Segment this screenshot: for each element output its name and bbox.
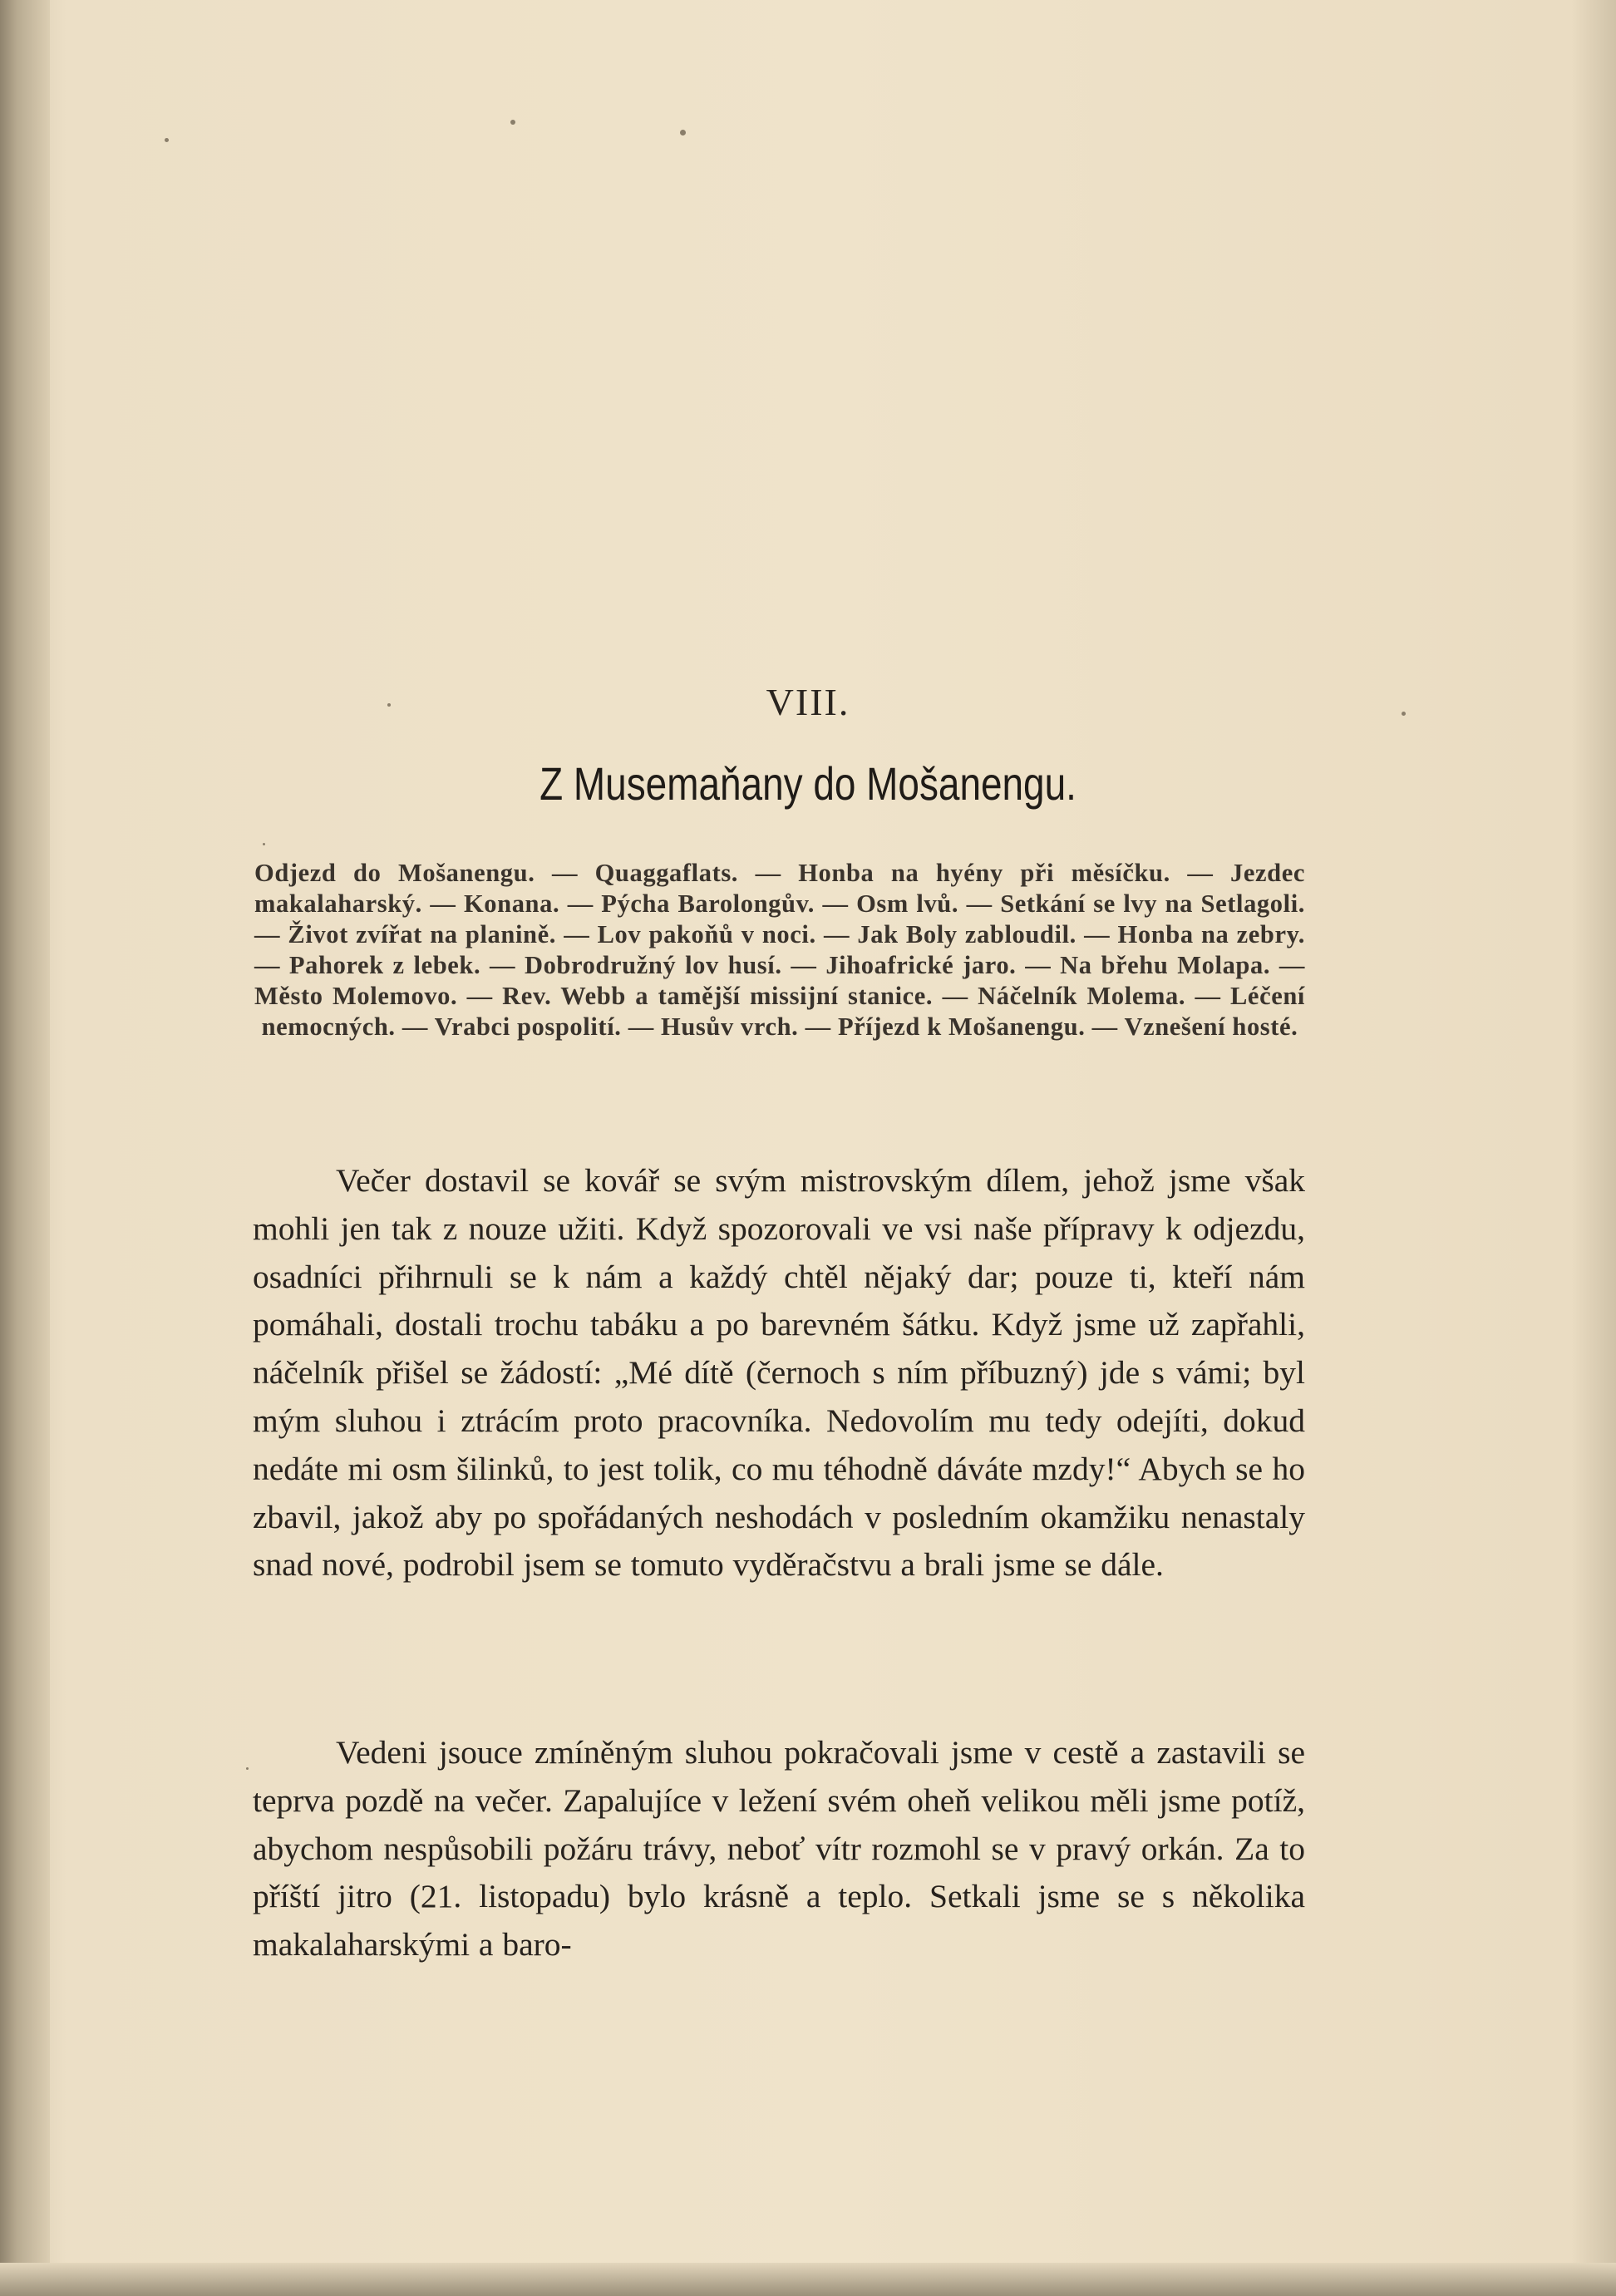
chapter-title: Z Musemaňany do Mošanengu. — [539, 757, 1077, 810]
page-gutter-shadow — [0, 0, 50, 2296]
paper-speck — [263, 843, 265, 845]
page-bottom-edge — [0, 2263, 1616, 2296]
paper-speck — [680, 130, 686, 135]
paper-speck — [246, 1767, 249, 1770]
body-paragraph — [253, 1157, 1305, 1589]
chapter-summary: Odjezd do Mošanengu. — Quaggaflats. — Honba na hyény při měsíčku. — Jezdec makalaharský. — Konana. — Pýcha Barolongův. — Osm lvů. — Setkání se lvy na Setlagoli. — Život zvířat na planině. — Lov pakoňů v noci. — Jak Boly zabloudil. — Honba na zebry. — Pahorek z lebek. — Dobrodružný lov husí. — Jihoafrické jaro. — Na břehu Molapa. — Město Molemovo. — Rev. Webb a tamější missijní stanice. — Náčelník Molema. — Léčení nemocných. — Vrabci pospolití. — Husův vrch. — Příjezd k Mošanengu. — Vznešení hosté. — [254, 859, 1305, 1041]
paper-speck — [165, 138, 169, 142]
body-paragraph — [253, 1729, 1305, 1969]
paragraph-text: Večer dostavil se kovář se svým mistrovským dílem, jehož jsme však mohli jen tak z nouze užiti. Když spozorovali ve vsi naše přípravy k odjezdu, osadníci přihrnuli se k nám a každý chtěl nějaký dar; pouze ti, kteří nám pomáhali, dostali trochu tabáku a po barevném šátku. Když jsme už zapřahli, náčelník přišel se žádostí: „Mé dítě (černoch s ním příbuzný) jde s vámi; byl mým sluhou i ztrácím proto pracovníka. Nedovolím mu tedy odejíti, dokud nedáte mi osm šilinků, to jest tolik, co mu téhodně dáváte mzdy!“ Abych se ho zbavil, jakož aby po spořádaných neshodách v posledním okamžiku nenastaly snad nové, podrobil jsem se tomuto vyděračstvu a brali jsme se dále. — [253, 1162, 1305, 1584]
paragraph-text: Vedeni jsouce zmíněným sluhou pokračovali jsme v cestě a zastavili se teprva pozdě na večer. Zapalujíce v ležení svém oheň velikou měli jsme potíž, abychom nespůsobili požáru trávy, neboť vítr rozmohl se v pravý orkán. Za to příští jitro (21. listopadu) bylo krásně a teplo. Setkali jsme se s několika makalaharskými a baro- — [253, 1734, 1305, 1963]
paper-speck — [510, 120, 515, 125]
chapter-number: VIII. — [766, 681, 850, 723]
